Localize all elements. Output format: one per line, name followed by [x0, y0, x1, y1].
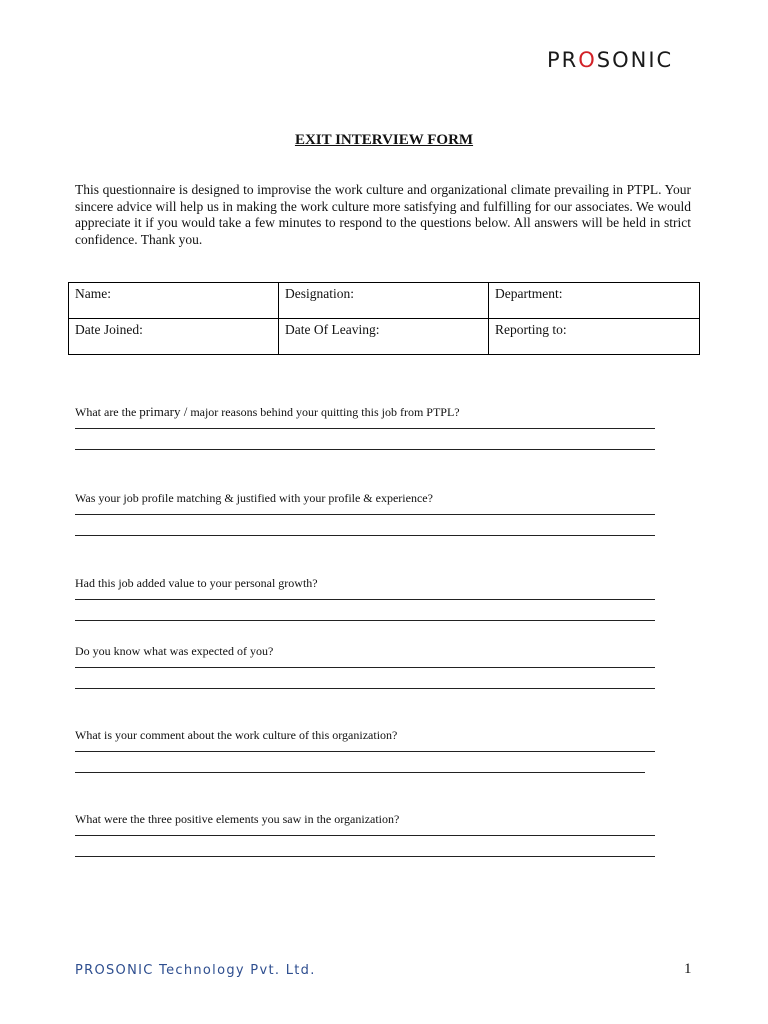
answer-line[interactable] — [75, 506, 655, 515]
answer-line[interactable] — [75, 836, 655, 857]
question-text: What were the three positive elements you saw in the organization? — [75, 812, 400, 826]
designation-field[interactable]: Designation: — [279, 283, 489, 319]
question-text: Had this job added value to your personal growth? — [75, 576, 318, 590]
question-text: Do you know what was expected of you? — [75, 644, 274, 658]
question-1 — [75, 404, 655, 450]
answer-line[interactable] — [75, 743, 655, 752]
answer-line[interactable] — [75, 515, 655, 536]
answer-line[interactable] — [75, 659, 655, 668]
reporting-to-field[interactable]: Reporting to: — [489, 319, 700, 355]
answer-line[interactable] — [75, 420, 655, 429]
question-2 — [75, 490, 655, 536]
intro-paragraph: This questionnaire is designed to improvise the work culture and organizational climate prevailing in PTPL. Your sincere advice will help us in making the work culture more satisfying and fulfilling for our associates. We would appreciate it if you would take a few minutes to respond to the questions below. All answers will be held in strict confidence. Thank you. — [75, 182, 691, 247]
page-number: 1 — [684, 961, 692, 977]
date-of-leaving-field[interactable]: Date Of Leaving: — [279, 319, 489, 355]
question-4 — [75, 643, 655, 689]
question-6 — [75, 811, 655, 857]
form-title: EXIT INTERVIEW FORM — [294, 132, 474, 148]
question-text: Was your job profile matching & justified with your profile & experience? — [75, 491, 433, 505]
answer-line[interactable] — [75, 591, 655, 600]
name-field[interactable]: Name: — [69, 283, 279, 319]
department-field[interactable]: Department: — [489, 283, 700, 319]
employee-info-table — [68, 282, 700, 355]
question-5 — [75, 727, 655, 773]
question-text: What is your comment about the work culture of this organization? — [75, 728, 398, 742]
question-3 — [75, 575, 655, 621]
logo-accent-letter: O — [578, 48, 597, 72]
info-row-2 — [69, 319, 700, 355]
answer-line[interactable] — [75, 429, 655, 450]
info-row-1 — [69, 283, 700, 319]
answer-line[interactable] — [75, 752, 645, 773]
date-joined-field[interactable]: Date Joined: — [69, 319, 279, 355]
answer-line[interactable] — [75, 668, 655, 689]
prosonic-logo: PROSONIC — [547, 48, 674, 72]
question-text: What are the primary / major reasons behind your quitting this job from PTPL? — [75, 404, 460, 419]
footer-company-name: PROSONIC Technology Pvt. Ltd. — [75, 963, 316, 978]
answer-line[interactable] — [75, 827, 655, 836]
answer-line[interactable] — [75, 600, 655, 621]
